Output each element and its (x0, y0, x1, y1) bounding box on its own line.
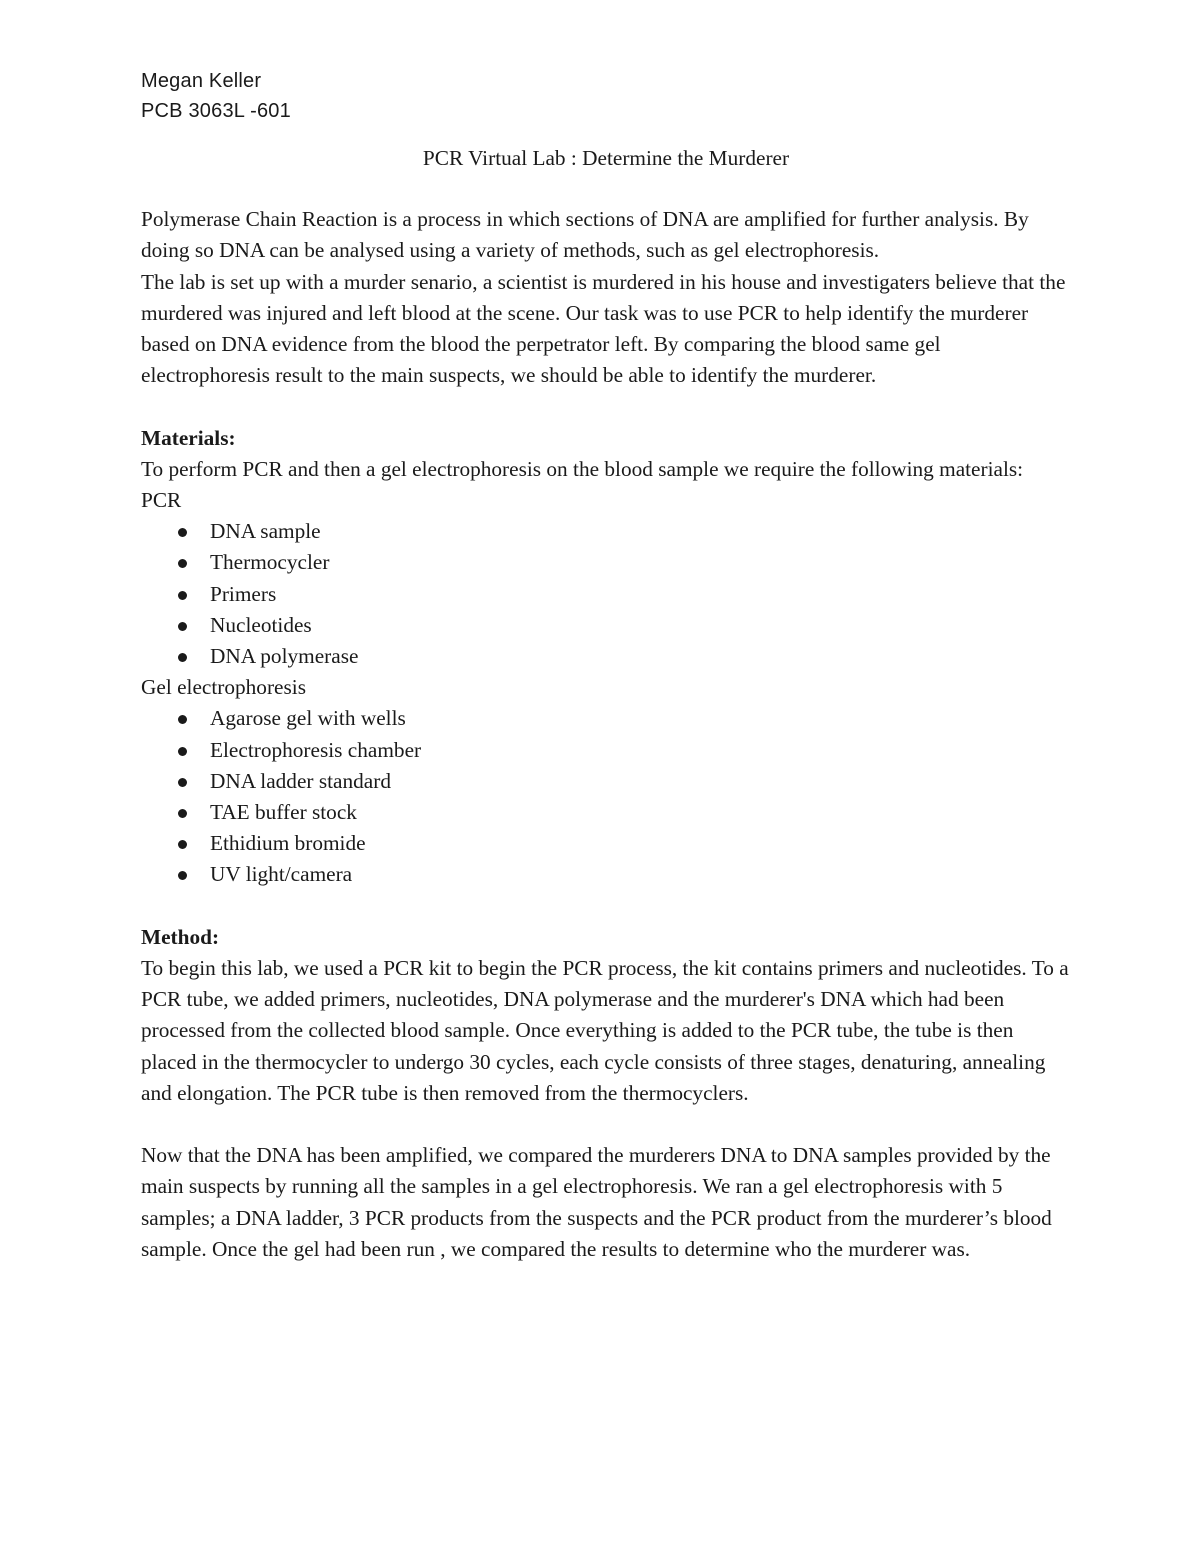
list-item: DNA ladder standard (178, 766, 1071, 797)
method-heading: Method: (141, 924, 220, 949)
document-page (141, 66, 1071, 1265)
materials-heading: Materials: (141, 425, 236, 450)
document-body (141, 204, 1071, 1265)
author-name: Megan Keller (141, 70, 262, 92)
pcr-label: PCR (141, 488, 182, 513)
list-item: Agarose gel with wells (178, 703, 1071, 734)
list-item: Thermocycler (178, 547, 1071, 578)
list-item: DNA polymerase (178, 641, 1071, 672)
course-code: PCB 3063L -601 (141, 100, 291, 122)
list-item: Ethidium bromide (178, 828, 1071, 859)
list-item: DNA sample (178, 516, 1071, 547)
document-title: PCR Virtual Lab : Determine the Murderer (422, 146, 790, 170)
list-item: TAE buffer stock (178, 797, 1071, 828)
list-item: Primers (178, 579, 1071, 610)
gel-materials-list (141, 703, 1071, 890)
pcr-materials-list (141, 516, 1071, 672)
list-item: UV light/camera (178, 859, 1071, 890)
intro-paragraph: Polymerase Chain Reaction is a process in which sections of DNA are amplified for further analysis. By doing so DNA can be analysed using a variety of methods, such as gel electrophoresis. (141, 207, 1029, 263)
list-item: Nucleotides (178, 610, 1071, 641)
method-paragraph: To begin this lab, we used a PCR kit to begin the PCR process, the kit contains primers and nucleotides. To a PCR tube, we added primers, nucleotides, DNA polymerase and the murderer's DNA which had been processed from the collected blood sample. Once everything is added to the PCR tube, the tube is then placed in the thermocycler to undergo 30 cycles, each cycle consists of three stages, denaturing, annealing and elongation. The PCR tube is then removed from the thermocyclers. (141, 956, 1069, 1105)
intro-paragraph: The lab is set up with a murder senario, a scientist is murdered in his house and investigaters believe that the murdered was injured and left blood at the scene. Our task was to use PCR to help identify the murderer based on DNA evidence from the blood the perpetrator left. By comparing the blood same gel electrophoresis result to the main suspects, we should be able to identify the murderer. (141, 269, 1066, 388)
method-paragraph: Now that the DNA has been amplified, we compared the murderers DNA to DNA samples provided by the main suspects by running all the samples in a gel electrophoresis. We ran a gel electrophoresis with 5 samples; a DNA ladder, 3 PCR products from the suspects and the PCR product from the murderer’s blood sample. Once the gel had been run , we compared the results to determine who the murderer was. (141, 1143, 1052, 1261)
materials-intro: To perform PCR and then a gel electrophoresis on the blood sample we require the following materials: (141, 456, 1024, 481)
list-item: Electrophoresis chamber (178, 735, 1071, 766)
gel-label: Gel electrophoresis (141, 675, 306, 700)
